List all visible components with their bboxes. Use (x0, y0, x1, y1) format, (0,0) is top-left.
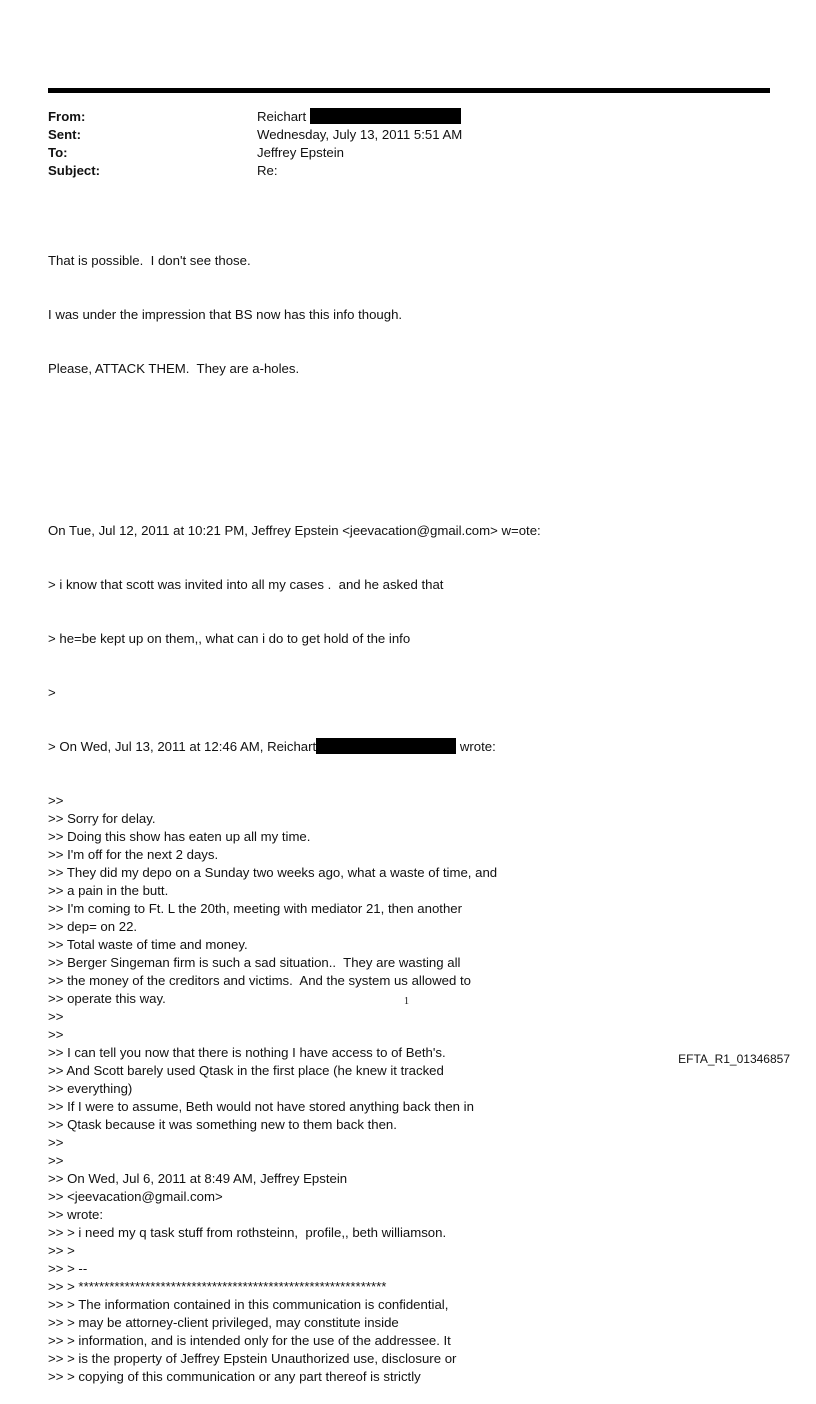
document-id: EFTA_R1_01346857 (678, 1052, 790, 1066)
quote-line: >> > information, and is intended only for the use of the addressee. It (48, 1333, 451, 1348)
quote-line: >> (48, 1027, 64, 1042)
subject-value: Re: (257, 163, 278, 178)
quote-line: >> They did my depo on a Sunday two weeks ago, what a waste of time, and (48, 865, 498, 880)
quote-line: > he=be kept up on them,, what can i do to get hold of the info (48, 631, 411, 646)
quote-line: >> (48, 1153, 64, 1168)
email-body (48, 216, 541, 1404)
quote-line: >> (48, 1135, 64, 1150)
quote-line: > On Wed, Jul 13, 2011 at 12:46 AM, Reichart (48, 739, 317, 754)
quote-line: >> everything) (48, 1081, 133, 1096)
quote-line: > (48, 685, 56, 700)
quote-line: >> wrote: (48, 1207, 103, 1222)
quote-line: >> operate this way. (48, 991, 166, 1006)
redaction-box (310, 108, 461, 124)
quote-line: >> (48, 1009, 64, 1024)
quote-line: >> > copying of this communication or any part thereof is strictly (48, 1369, 421, 1384)
quote-line: >> > The information contained in this communication is confidential, (48, 1297, 449, 1312)
quote-line: >> Berger Singeman firm is such a sad situation.. They are wasting all (48, 955, 461, 970)
quote-line: >> If I were to assume, Beth would not have stored anything back then in (48, 1099, 474, 1114)
page-number: 1 (404, 996, 409, 1007)
quote-line: >> Doing this show has eaten up all my time. (48, 829, 311, 844)
quote-line: >> I can tell you now that there is nothing I have access to of Beth's. (48, 1045, 446, 1060)
subject-label: Subject: (48, 163, 101, 178)
quote-line: >> > is the property of Jeffrey Epstein Unauthorized use, disclosure or (48, 1351, 457, 1366)
quote-line: >> I'm coming to Ft. L the 20th, meeting with mediator 21, then another (48, 901, 463, 916)
quote-line: >> > ************************************************************ (48, 1279, 387, 1294)
quote-line: >> the money of the creditors and victims. And the system us allowed to (48, 973, 471, 988)
quote-line: >> I'm off for the next 2 days. (48, 847, 219, 862)
quote-line: >> > may be attorney-client privileged, may constitute inside (48, 1315, 399, 1330)
body-line: I was under the impression that BS now has this info though. (48, 307, 403, 322)
quote-line: wrote: (459, 739, 496, 754)
quote-line: >> > -- (48, 1261, 88, 1276)
body-line: That is possible. I don't see those. (48, 253, 251, 268)
header-rule (48, 88, 770, 93)
sent-label: Sent: (48, 127, 81, 142)
quote-line: >> Total waste of time and money. (48, 937, 248, 952)
quote-line: >> Qtask because it was something new to them back then. (48, 1117, 397, 1132)
quote-line: >> > i need my q task stuff from rothsteinn, profile,, beth williamson. (48, 1225, 447, 1240)
quote-line: > i know that scott was invited into all my cases . and he asked that (48, 577, 444, 592)
quote-header: On Tue, Jul 12, 2011 at 10:21 PM, Jeffrey Epstein <jeevacation@gmail.com> w=ote: (48, 523, 541, 538)
sent-value: Wednesday, July 13, 2011 5:51 AM (257, 127, 463, 142)
to-value: Jeffrey Epstein (257, 145, 344, 160)
quote-line: >> a pain in the butt. (48, 883, 169, 898)
quote-line: >> On Wed, Jul 6, 2011 at 8:49 AM, Jeffrey Epstein (48, 1171, 348, 1186)
quote-line: >> dep= on 22. (48, 919, 138, 934)
body-line: Please, ATTACK THEM. They are a-holes. (48, 361, 300, 376)
quote-line: >> And Scott barely used Qtask in the first place (he knew it tracked (48, 1063, 444, 1078)
quote-line: >> Sorry for delay. (48, 811, 156, 826)
quote-line: >> > (48, 1243, 75, 1258)
from-label: From: (48, 109, 86, 124)
from-value: Reichart (257, 109, 307, 124)
to-label: To: (48, 145, 68, 160)
quote-line: >> <jeevacation@gmail.com> (48, 1189, 223, 1204)
quote-line: >> (48, 793, 64, 808)
redaction-box (316, 738, 456, 754)
